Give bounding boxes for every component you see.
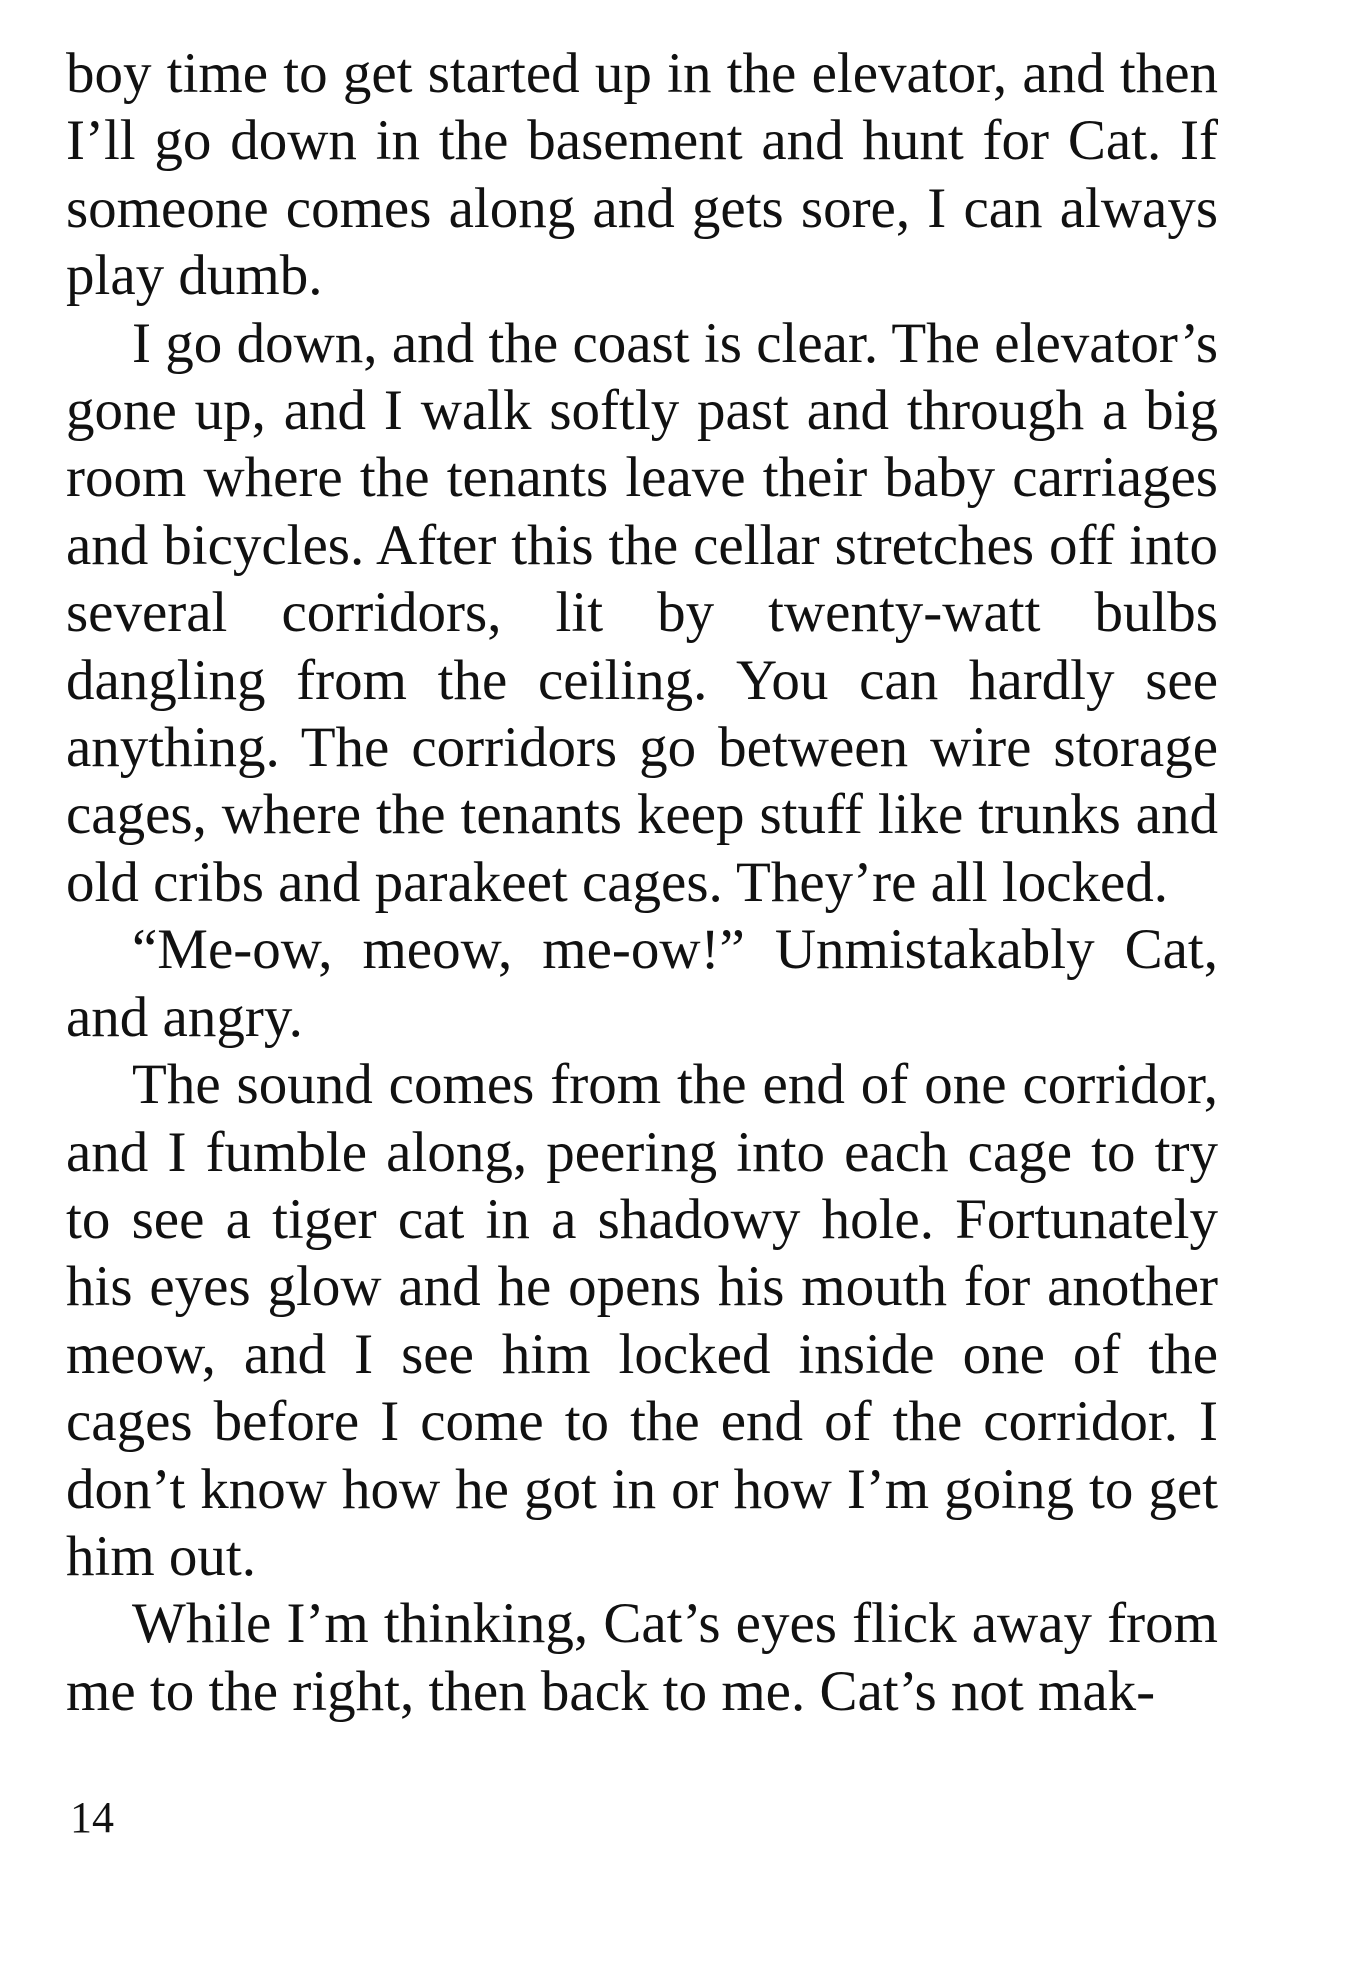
page-number: 14 <box>70 1793 114 1842</box>
paragraph-5: While I’m thinking, Cat’s eyes flick away from me to the right, then back to me. Cat’s not mak- <box>66 1592 1218 1723</box>
paragraph-4: The sound comes from the end of one corridor, and I fumble along, peering into each cage to try to see a tiger cat in a shadowy hole. Fortunately his eyes glow and he opens his mouth for another meow, and I see him locked inside one of the cages before I come to the end of the corridor. I don’t know how he got in or how I’m going to get him out. <box>66 1053 1218 1588</box>
page-body <box>66 40 1218 1725</box>
paragraph-2: I go down, and the coast is clear. The elevator’s gone up, and I walk softly past and through a big room where the tenants leave their baby carriages and bicycles. After this the cellar stretches off into several corridors, lit by twenty-watt bulbs dangling from the ceiling. You can hardly see anything. The corridors go between wire storage cages, where the tenants keep stuff like trunks and old cribs and parakeet cages. They’re all locked. <box>66 311 1218 914</box>
paragraph-1: boy time to get started up in the elevator, and then I’ll go down in the basement and hunt for Cat. If someone comes along and gets sore, I can always play dumb. <box>66 42 1218 308</box>
paragraph-3: “Me-ow, meow, me-ow!” Unmistakably Cat, and angry. <box>66 918 1218 1049</box>
